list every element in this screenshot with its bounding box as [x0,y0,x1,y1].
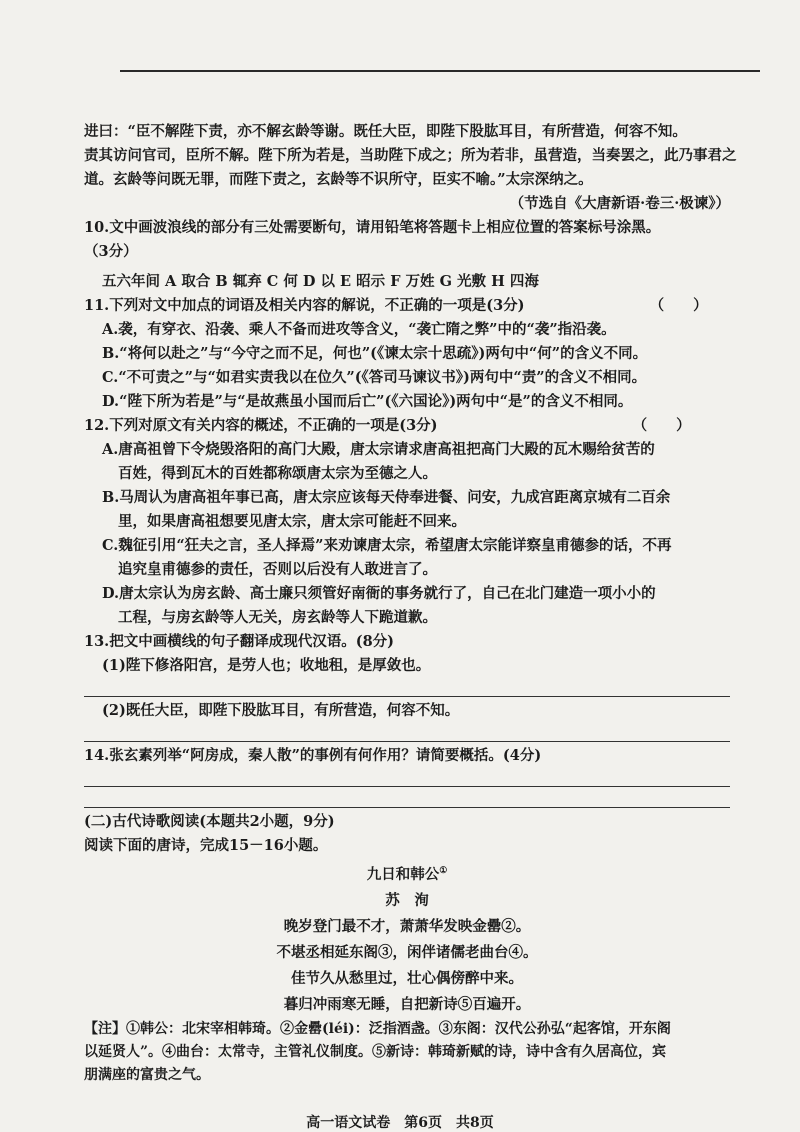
poem-title [84,858,730,888]
question-12-option-b-line-2: 里，如果唐高祖想要见唐太宗，唐太宗可能赶不回来。 [118,513,466,530]
poem-line-3: 佳节久从愁里过，壮心偶傍醉中来。 [291,969,523,987]
question-12-option-d-line-1: D.唐太宗认为房玄龄、高士廉只须管好南衙的事务就行了，自己在北门建造一项小小的 [102,585,656,602]
question-12-stem [84,414,730,438]
question-11-option-b: B.“将何以赴之”与“今守之而不足，何也”(《谏太宗十思疏》)两句中“何”的含义不同。 [102,345,648,362]
question-13-stem: 13.把文中画横线的句子翻译成现代汉语。(8分) [84,633,395,650]
question-11-option-d: D.“陛下所为若是”与“是故燕虽小国而后亡”(《六国论》)两句中“是”的含义不相同。 [102,393,633,410]
question-12-stem-text: 12.下列对原文有关内容的概述，不正确的一项是(3分) [84,417,438,434]
section-2-intro: 阅读下面的唐诗，完成15－16小题。 [84,837,328,854]
question-12-option-a-line-1: A.唐高祖曾下令烧毁洛阳的高门大殿，唐太宗请求唐高祖把高门大殿的瓦木赐给贫苦的 [102,441,655,458]
question-11-option-a: A.袭，有穿衣、沿袭、乘人不备而进攻等含义，“袭亡隋之弊”中的“袭”指沿袭。 [102,321,616,338]
notes-line-3: 朋满座的富贵之气。 [84,1066,210,1083]
question-12-option-d-line-2: 工程，与房玄龄等人无关，房玄龄等人下跪道歉。 [118,609,437,626]
poem-title-note: ① [439,866,448,876]
poem-author: 苏 洵 [385,891,429,909]
question-12-option-a-line-2: 百姓，得到瓦木的百姓都称颂唐太宗为至德之人。 [118,465,437,482]
passage-line-2: 责其访问官司，臣所不解。陛下所为若是，当助陛下成之；所为若非，虽营造，当奏罢之，此乃事君之 [84,147,737,164]
answer-line-13-2[interactable] [84,723,730,742]
question-11-stem [84,294,730,318]
question-10-score: （3分） [84,243,138,260]
passage-line-3: 道。玄龄等问既无罪，而陛下责之，玄龄等不识所守，臣实不喻。”太宗深纳之。 [84,171,593,188]
poem-title-text: 九日和韩公 [366,865,440,883]
poem-line-4: 暮归冲雨寒无睡，自把新诗⑤百遍开。 [283,995,531,1013]
section-2-heading: (二)古代诗歌阅读(本题共2小题，9分) [84,813,335,830]
answer-line-13-1[interactable] [84,678,730,697]
page-footer: 高一语文试卷 第6页 共8页 [306,1115,494,1131]
question-13-sentence-2: (2)既任大臣，即陛下股肱耳目，有所营造，何容不知。 [102,702,460,719]
question-10-text: 五六年间 A 取合 B 辄弃 C 何 D 以 E 昭示 F 万姓 G 光敷 H 四海 [102,273,539,290]
question-11-option-c: C.“不可责之”与“如君实责我以在位久”(《答司马谏议书》)两句中“责”的含义不相同。 [102,369,647,386]
notes-line-1 [84,1018,730,1041]
question-10-stem: 10.文中画波浪线的部分有三处需要断句，请用铅笔将答题卡上相应位置的答案标号涂黑。 [84,219,661,236]
question-12-option-c-line-1: C.魏征引用“狂夫之言，圣人择焉”来劝谏唐太宗，希望唐太宗能详察皇甫德参的话，不再 [102,537,672,554]
question-13-sentence-1: (1)陛下修洛阳宫，是劳人也；收地租，是厚敛也。 [102,657,431,674]
question-11-answer-paren: （ ） [649,297,708,314]
question-12-option-c-line-2: 追究皇甫德参的责任，否则以后没有人敢进言了。 [118,561,437,578]
answer-line-14-2[interactable] [84,789,730,808]
exam-page [84,120,737,1087]
question-12-option-b-line-1: B.马周认为唐高祖年事已高，唐太宗应该每天侍奉进餐、问安，九成宫距离京城有二百余 [102,489,671,506]
question-12-answer-paren: （ ） [632,417,691,434]
question-14-stem: 14.张玄素列举“阿房成，秦人散”的事例有何作用？请简要概括。(4分) [84,747,542,764]
passage-line-1-text: 进曰：“臣不解陛下责，亦不解玄龄等谢。既任大臣，即陛下股肱耳目，有所营造，何容不知。 [84,123,687,140]
passage-source: （节选自《大唐新语·卷三·极谏》） [509,195,730,212]
answer-line-14-1[interactable] [84,768,730,787]
notes-line-2: 以延贤人”。④曲台：太常寺，主管礼仪制度。⑤新诗：韩琦新赋的诗，诗中含有久居高位，宾 [84,1043,667,1060]
notes-line-1-text: ①韩公：北宋宰相韩琦。②金罍(léi)：泛指酒盏。③东阁：汉代公孙弘“起客馆，开东阁 [126,1020,671,1037]
poem-line-2: 不堪丞相延东阁③，闲伴诸儒老曲台④。 [276,943,538,961]
question-11-stem-text: 11.下列对文中加点的词语及相关内容的解说，不正确的一项是(3分) [84,297,525,314]
notes-label: 【注】 [84,1020,126,1037]
top-rule [120,70,760,72]
poem-line-1: 晚岁登门最不才，萧萧华发映金罍②。 [283,917,531,935]
passage-line-1 [84,120,730,144]
